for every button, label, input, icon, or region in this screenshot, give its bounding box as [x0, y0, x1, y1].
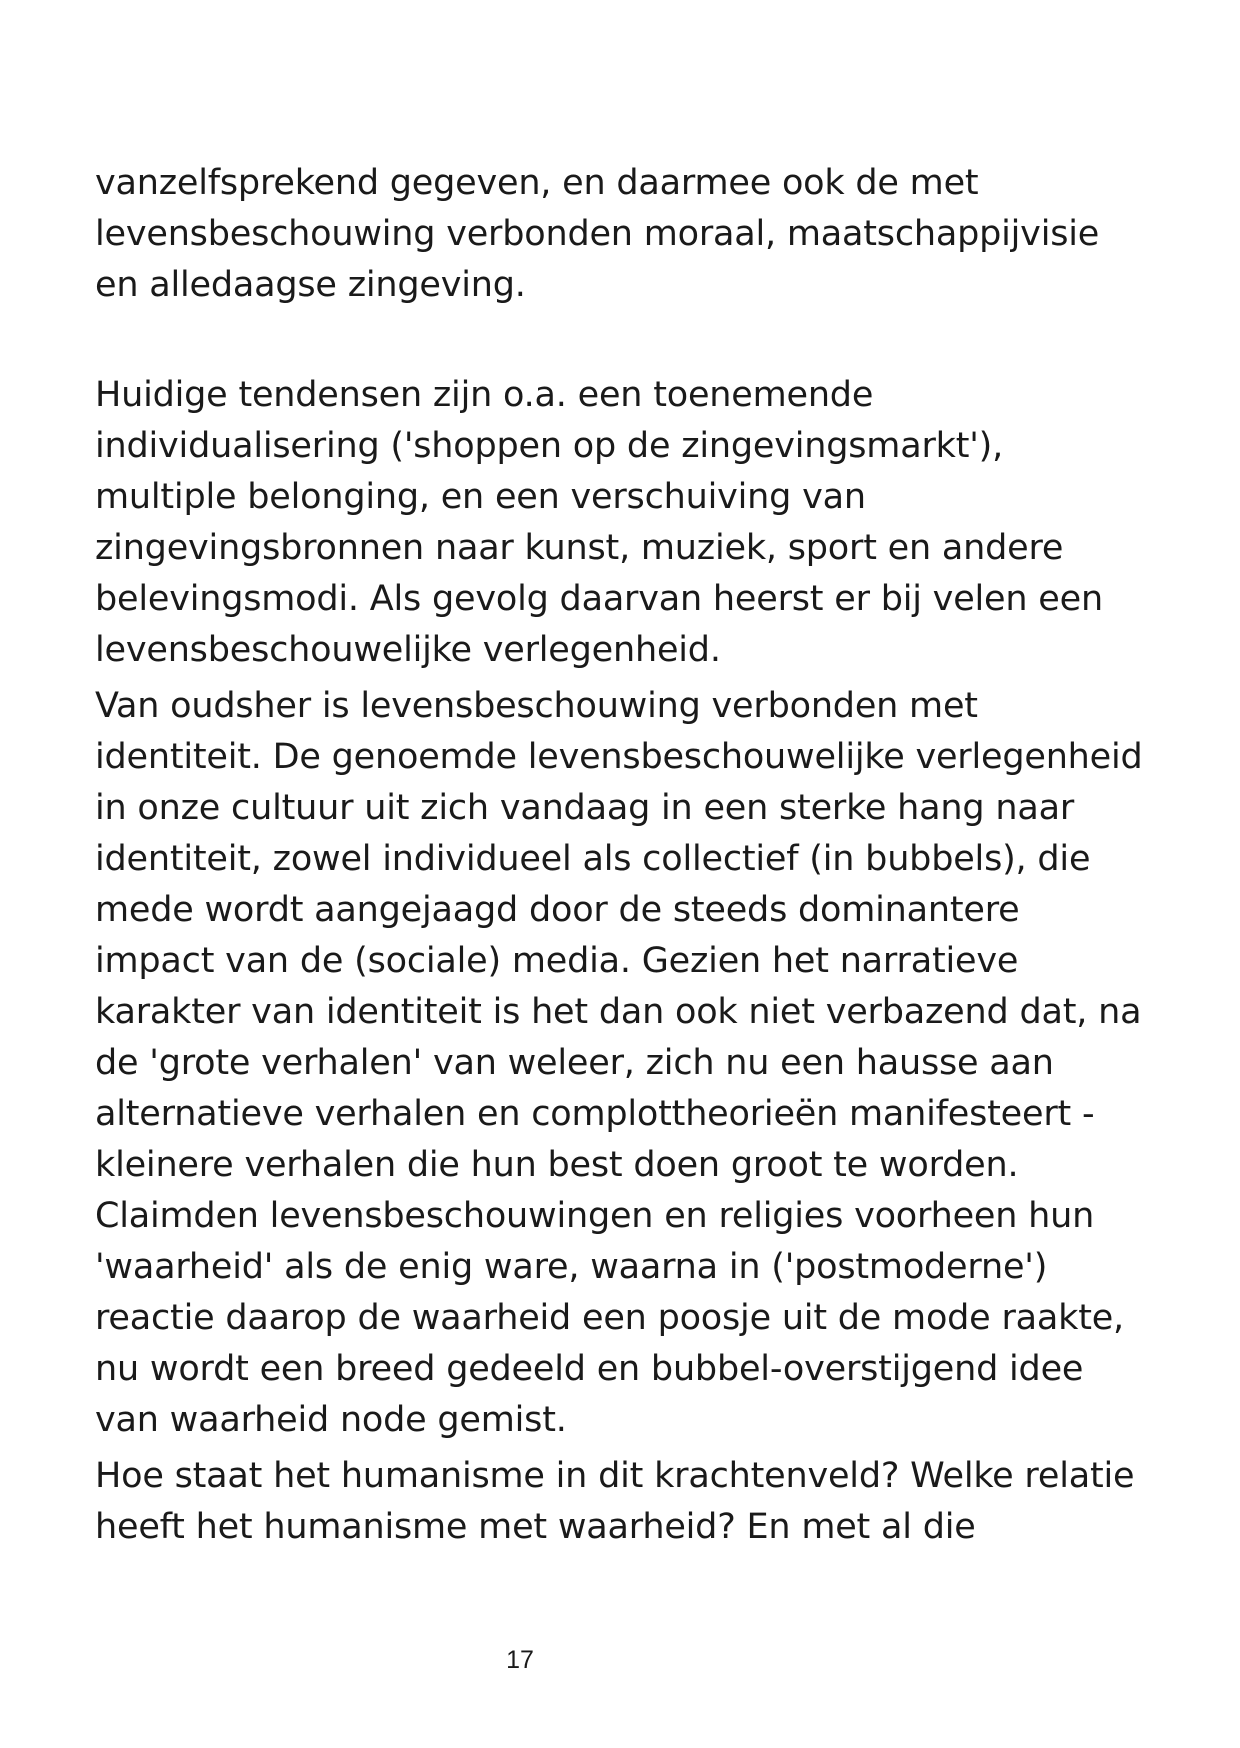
text-line: heeft het humanisme met waarheid? En met al die: [95, 1507, 976, 1547]
text-line: levensbeschouwing verbonden moraal, maatschappijvisie: [95, 214, 1100, 254]
text-line: Huidige tendensen zijn o.a. een toenemende: [95, 375, 874, 415]
text-line: en alledaagse zingeving.: [95, 265, 526, 305]
text-line: van waarheid node gemist.: [95, 1400, 567, 1440]
text-line: alternatieve verhalen en complottheorieën manifesteert -: [95, 1094, 1095, 1134]
text-line: reactie daarop de waarheid een poosje uit de mode raakte,: [95, 1298, 1124, 1338]
text-line: in onze cultuur uit zich vandaag in een sterke hang naar: [95, 788, 1075, 828]
text-line: levensbeschouwelijke verlegenheid.: [95, 630, 721, 670]
text-line: mede wordt aangejaagd door de steeds dominantere: [95, 890, 1020, 930]
text-line: karakter van identiteit is het dan ook niet verbazend dat, na: [95, 992, 1142, 1032]
page-number: 17: [506, 1646, 534, 1674]
text-line: belevingsmodi. Als gevolg daarvan heerst er bij velen een: [95, 579, 1103, 619]
text-line: nu wordt een breed gedeeld en bubbel-overstijgend idee: [95, 1349, 1084, 1389]
text-line: multiple belonging, en een verschuiving van: [95, 477, 866, 517]
text-line: Claimden levensbeschouwingen en religies voorheen hun: [95, 1196, 1095, 1236]
text-line: impact van de (sociale) media. Gezien het narratieve: [95, 941, 1019, 981]
text-line: Van oudsher is levensbeschouwing verbonden met: [95, 686, 978, 726]
text-line: individualisering ('shoppen op de zingevingsmarkt'),: [95, 426, 1004, 466]
text-line: de 'grote verhalen' van weleer, zich nu een hausse aan: [95, 1043, 1054, 1083]
text-line: 'waarheid' als de enig ware, waarna in ('postmoderne'): [95, 1247, 1048, 1287]
text-line: identiteit. De genoemde levensbeschouwelijke verlegenheid: [95, 737, 1143, 777]
text-line: vanzelfsprekend gegeven, en daarmee ook de met: [95, 163, 979, 203]
text-line: Hoe staat het humanisme in dit krachtenveld? Welke relatie: [95, 1456, 1135, 1496]
text-line: identiteit, zowel individueel als collectief (in bubbels), die: [95, 839, 1091, 879]
text-line: zingevingsbronnen naar kunst, muziek, sport en andere: [95, 528, 1064, 568]
text-line: kleinere verhalen die hun best doen groot te worden.: [95, 1145, 1019, 1185]
